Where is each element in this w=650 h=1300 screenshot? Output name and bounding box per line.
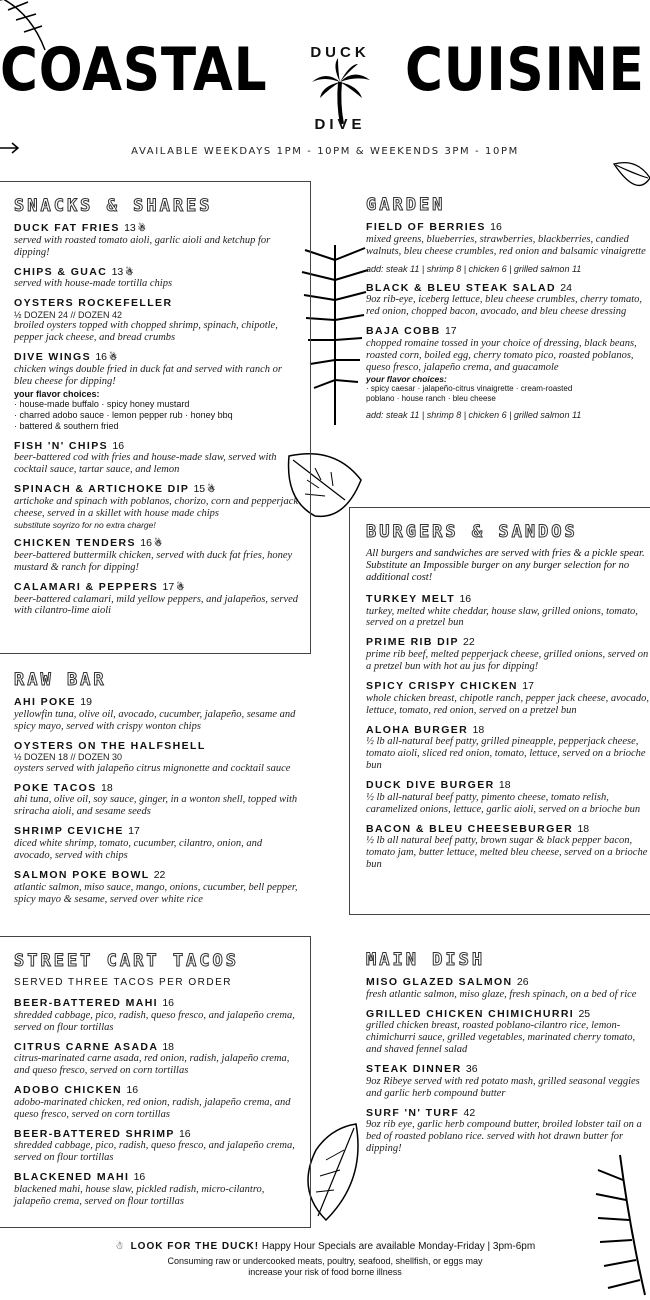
item-price: 18 — [472, 723, 485, 736]
item-name — [14, 1171, 300, 1184]
item-name — [14, 483, 300, 496]
item-price: 17 — [128, 825, 140, 838]
item-name — [14, 537, 300, 550]
flavor-heading: your flavor choices: — [366, 373, 447, 384]
flavor-option: · charred adobo sauce · lemon pepper rub · honey bbq — [14, 410, 233, 421]
item-description: yellowfin tuna, olive oil, avocado, cucumber, jalapeño, sesame and spicy mayo, served with crispy wonton chips — [14, 708, 296, 732]
logo-top-text: DUCK — [310, 44, 370, 61]
snacks-title: SNACKS & SHARES — [14, 196, 213, 216]
item-name — [14, 297, 300, 310]
menu-item — [366, 680, 650, 717]
item-name — [14, 825, 300, 838]
item-title: SPICY CRISPY CHICKEN — [366, 679, 518, 692]
item-title: SHRIMP CEVICHE — [14, 825, 124, 838]
menu-item — [366, 724, 650, 773]
garden-list — [366, 221, 650, 421]
item-name — [366, 976, 650, 989]
item-title: FISH 'N' CHIPS — [14, 439, 109, 452]
item-title: SALMON POKE BOWL — [14, 868, 150, 881]
flavor-option: · battered & southern fried — [14, 421, 119, 432]
item-title: CITRUS CARNE ASADA — [14, 1040, 159, 1053]
snacks-list — [14, 222, 300, 617]
item-description: ahi tuna, olive oil, soy sauce, ginger, in a wonton shell, topped with sriracha aioli, and sesame seeds — [14, 794, 298, 818]
item-description: mixed greens, blueberries, strawberries, blackberries, candied walnuts, bleu cheese crumbles, red onion and balsamic vinaigrette — [366, 233, 646, 257]
raw-bar-section — [0, 670, 310, 912]
menu-item — [14, 266, 300, 291]
tacos-title: STREET CART TACOS — [14, 951, 239, 971]
item-description: whole chicken breast, chipotle ranch, pepper jack cheese, avocado, lettuce, tomato, red onion, served on a pretzel bun — [366, 692, 650, 716]
footer-happy-hour — [0, 1241, 650, 1252]
item-name — [366, 1107, 650, 1120]
footer-happy-hour-text: Happy Hour Specials are available Monday-Friday | 3pm-6pm — [261, 1241, 536, 1252]
menu-item — [366, 593, 650, 630]
item-description: beer-battered cod with fries and house-made slaw, served with cocktail sauce, tartar sauce, and lemon — [14, 452, 277, 476]
item-name — [366, 680, 650, 693]
item-title: AHI POKE — [14, 696, 76, 708]
menu-item — [14, 869, 300, 906]
menu-item — [14, 440, 300, 477]
item-portion-prices: ½ DOZEN 24 // DOZEN 42 — [14, 309, 123, 320]
item-add-ons: add: steak 11 | shrimp 8 | chicken 6 | grilled salmon 11 — [366, 409, 582, 420]
item-price: 22 — [153, 868, 166, 881]
menu-item — [14, 740, 300, 775]
menu-item — [14, 997, 300, 1034]
item-price: 16 — [162, 997, 175, 1009]
item-title: CHICKEN TENDERS — [14, 537, 136, 550]
item-name — [14, 869, 300, 882]
item-description: shredded cabbage, pico, radish, queso fresco, and jalapeño crema, served on flour tortillas — [14, 1140, 295, 1164]
item-title: PRIME RIB DIP — [366, 636, 459, 649]
item-price: 25 — [578, 1007, 591, 1020]
burgers-title: BURGERS & SANDOS — [366, 522, 578, 542]
menu-item — [14, 351, 300, 432]
palm-frond-bottom-right-icon — [590, 1150, 650, 1300]
item-title: OYSTERS ROCKEFELLER — [14, 297, 173, 310]
item-name — [366, 1008, 650, 1021]
item-description: fresh atlantic salmon, miso glaze, fresh spinach, on a bed of rice — [366, 988, 637, 1000]
duck-icon: ☃ — [125, 266, 135, 277]
item-price: 17 — [162, 580, 175, 593]
item-description: chopped romaine tossed in your choice of dressing, black beans, roasted corn, boiled egg, cherry tomato pico, roasted poblanos, queso fresco, jalapeño crema, and guacamole — [366, 337, 637, 373]
menu-item — [366, 823, 650, 872]
item-description: 9oz Ribeye served with red potato mash, grilled seasonal veggies and garlic herb compound butter — [366, 1075, 640, 1099]
item-price: 24 — [560, 281, 572, 294]
menu-item — [14, 782, 300, 819]
item-name — [14, 1128, 300, 1141]
item-description: broiled oysters topped with chopped shrimp, spinach, chipotle, pepper jack cheese, and bread crumbs — [14, 320, 278, 344]
item-title: OYSTERS ON THE HALFSHELL — [14, 739, 206, 752]
snacks-section — [0, 181, 311, 654]
item-title: CALAMARI & PEPPERS — [14, 580, 159, 593]
item-description: prime rib beef, melted pepperjack cheese, grilled onions, served on a pretzel bun with hot au jus for dipping! — [366, 649, 649, 672]
item-name — [14, 1041, 300, 1054]
item-title: ADOBO CHICKEN — [14, 1084, 123, 1097]
item-description: turkey, melted white cheddar, house slaw, grilled onions, tomato, served on a pretzel bun — [366, 605, 638, 629]
burgers-list — [366, 593, 650, 871]
item-title: BEER-BATTERED SHRIMP — [14, 1127, 175, 1140]
item-description: diced white shrimp, tomato, cucumber, cilantro, onion, and avocado, served with chips — [14, 838, 263, 861]
item-price: 15 — [193, 483, 206, 496]
menu-item — [14, 537, 300, 574]
item-price: 17 — [522, 679, 534, 692]
item-title: DUCK FAT FRIES — [14, 222, 120, 234]
item-title: MISO GLAZED SALMON — [366, 976, 513, 988]
item-name — [366, 636, 650, 649]
duck-icon: ☃ — [137, 223, 148, 233]
item-price: 17 — [444, 325, 457, 338]
duck-icon: ☃ — [114, 1241, 124, 1252]
item-price: 16 — [126, 1084, 139, 1097]
item-title: GRILLED CHICKEN CHIMICHURRI — [366, 1007, 575, 1020]
item-price: 16 — [178, 1127, 191, 1140]
item-description: grilled chicken breast, roasted poblano-cilantro rice, lemon-chimichurri sauce, grilled vegetables, marinated cherry tomato, and shaved fennel salad — [366, 1020, 636, 1056]
item-price: 16 — [133, 1171, 146, 1184]
logo-bottom-text: DIVE — [314, 116, 366, 133]
item-title: SPINACH & ARTICHOKE DIP — [14, 483, 190, 496]
item-name — [366, 779, 650, 792]
menu-item — [366, 221, 650, 275]
item-price: 13 — [111, 265, 124, 278]
main-dish-section — [352, 950, 650, 1162]
tacos-section — [0, 936, 311, 1228]
item-description: oysters served with jalapeño citrus mignonette and cocktail sauce — [14, 762, 291, 774]
item-description: 9oz rib eye, garlic herb compound butter, broiled lobster tail on a bed of roasted poblano rice. served with hot drawn butter for dipping! — [366, 1119, 642, 1155]
item-name — [14, 1084, 300, 1097]
item-title: BEER-BATTERED MAHI — [14, 997, 159, 1009]
item-title: BLACKENED MAHI — [14, 1171, 130, 1184]
item-title: BAJA COBB — [366, 325, 441, 338]
menu-item — [366, 1063, 650, 1100]
raw-bar-title: RAW BAR — [14, 670, 107, 690]
item-description: served with house-made tortilla chips — [14, 278, 173, 290]
item-price: 42 — [463, 1106, 476, 1119]
item-description: ½ lb all natural beef patty, brown sugar & black pepper bacon, tomato jam, butter lettuce, melted bleu cheese, served on a brioche bun — [366, 835, 648, 871]
item-title: BLACK & BLEU STEAK SALAD — [366, 281, 556, 294]
item-description: shredded cabbage, pico, radish, queso fresco, and jalapeño crema, served on flour tortillas — [14, 1009, 295, 1033]
footer-warning-line1: Consuming raw or undercooked meats, poultry, seafood, shellfish, or eggs may — [167, 1256, 483, 1266]
burgers-section — [349, 507, 650, 915]
item-description: served with roasted tomato aioli, garlic aioli and ketchup for dipping! — [14, 234, 271, 258]
item-price: 36 — [465, 1063, 478, 1076]
menu-item — [366, 282, 650, 319]
menu-item — [14, 825, 300, 862]
item-price: 22 — [463, 636, 475, 649]
item-name — [14, 997, 300, 1010]
item-title: SURF 'N' TURF — [366, 1106, 460, 1119]
item-name — [14, 222, 300, 235]
title-right: CUISINE — [405, 35, 645, 105]
flavor-option: · house-made buffalo · spicy honey mustard — [14, 398, 190, 409]
item-description: beer-battered buttermilk chicken, served with duck fat fries, honey mustard & ranch for dipping! — [14, 549, 293, 573]
item-title: BACON & BLEU CHEESEBURGER — [366, 822, 574, 835]
item-description: citrus-marinated carne asada, red onion, radish, jalapeño crema, and queso fresco, served on corn tortillas — [14, 1053, 290, 1077]
item-name — [14, 440, 300, 453]
footer-warning-line2: increase your risk of food borne illness — [248, 1267, 402, 1277]
availability-text: AVAILABLE WEEKDAYS 1PM - 10PM & WEEKENDS 3PM - 10PM — [131, 146, 519, 157]
item-title: TURKEY MELT — [366, 592, 456, 605]
item-price: 16 — [490, 221, 502, 233]
item-name — [14, 696, 300, 709]
item-add-ons: add: steak 11 | shrimp 8 | chicken 6 | grilled salmon 11 — [366, 263, 582, 274]
item-price: 18 — [498, 779, 511, 791]
item-name — [14, 351, 300, 364]
main-list — [366, 976, 650, 1155]
flavor-option: · spicy caesar · jalapeño-citrus vinaigrette · cream-roasted — [366, 383, 573, 393]
footer-look-for-duck: LOOK FOR THE DUCK! — [130, 1241, 260, 1252]
item-price: 18 — [162, 1040, 175, 1053]
duck-icon: ☃ — [207, 484, 217, 495]
menu-item — [366, 636, 650, 673]
item-name — [366, 221, 650, 234]
item-description: 9oz rib-eye, iceberg lettuce, bleu cheese crumbles, cherry tomato, red onion, chopped bacon, avocado, and bleu cheese dressing — [366, 294, 643, 318]
duck-icon: ☃ — [176, 581, 186, 592]
tacos-served-note: SERVED THREE TACOS PER ORDER — [14, 977, 232, 988]
item-name — [366, 282, 650, 295]
title-left: COASTAL — [0, 35, 268, 105]
menu-item — [14, 1171, 300, 1208]
item-price: 16 — [459, 592, 472, 605]
menu-item — [366, 1107, 650, 1156]
item-title: POKE TACOS — [14, 781, 97, 794]
duck-icon: ☃ — [109, 352, 119, 363]
menu-item — [14, 1041, 300, 1078]
item-title: FIELD OF BERRIES — [366, 221, 486, 233]
item-description: beer-battered calamari, mild yellow peppers, and jalapeños, served with cilantro-lime aioli — [14, 593, 299, 617]
item-name — [366, 325, 650, 338]
menu-item — [14, 483, 300, 530]
item-price: 18 — [100, 781, 113, 794]
item-description: chicken wings double fried in duck fat and served with ranch or bleu cheese for dipping! — [14, 364, 282, 387]
menu-item — [14, 297, 300, 344]
menu-item — [366, 976, 650, 1001]
item-price: 16 — [95, 351, 108, 364]
item-portion-prices: ½ DOZEN 18 // DOZEN 30 — [14, 752, 123, 763]
item-title: DUCK DIVE BURGER — [366, 779, 495, 791]
raw-list — [14, 696, 300, 905]
item-name — [14, 581, 300, 594]
item-name — [366, 823, 650, 836]
garden-section — [352, 195, 650, 428]
item-name — [366, 724, 650, 737]
item-description: blackened mahi, house slaw, pickled radish, micro-cilantro, jalapeño crema, served on flour tortillas — [14, 1183, 265, 1207]
item-title: DIVE WINGS — [14, 351, 92, 364]
item-description: ½ lb all-natural beef patty, pimento cheese, tomato relish, caramelized onions, lettuce, garlic aioli, served on a brioche bun — [366, 791, 641, 815]
duck-dive-logo — [298, 42, 382, 134]
menu-item — [14, 581, 300, 618]
tacos-list — [14, 997, 300, 1208]
item-price: 13 — [124, 222, 136, 234]
menu-item — [14, 696, 300, 733]
menu-item — [366, 325, 650, 421]
flavor-heading: your flavor choices: — [14, 388, 100, 399]
menu-item — [14, 222, 300, 259]
item-title: ALOHA BURGER — [366, 723, 469, 736]
burgers-intro: All burgers and sandwiches are served with fries & a pickle spear. Substitute an Impossible burger on any burger selection for no additional cost! — [366, 548, 645, 583]
item-name — [14, 782, 300, 795]
item-price: 16 — [112, 439, 125, 452]
item-title: CHIPS & GUAC — [14, 265, 108, 278]
item-note: substitute soyrizo for no extra charge! — [14, 519, 156, 530]
leaf-top-right-icon — [612, 158, 650, 200]
item-description: artichoke and spinach with poblanos, chorizo, corn and pepperjack cheese, served in a skillet with house made chips — [14, 495, 299, 519]
item-name — [366, 593, 650, 606]
menu-item — [366, 1008, 650, 1057]
item-title: STEAK DINNER — [366, 1063, 462, 1076]
menu-item — [14, 1084, 300, 1121]
garden-title: GARDEN — [366, 195, 446, 215]
item-description: atlantic salmon, miso sauce, mango, onions, cucumber, bell pepper, spicy mayo & sesame, served over white rice — [14, 881, 298, 905]
main-dish-title: MAIN DISH — [366, 950, 486, 970]
menu-item — [14, 1128, 300, 1165]
item-name — [14, 740, 300, 753]
flavor-option: poblano · house ranch · bleu cheese — [366, 393, 496, 403]
duck-icon: ☃ — [153, 538, 164, 549]
item-description: ½ lb all-natural beef patty, grilled pineapple, pepperjack cheese, tomato aioli, sliced red onion, tomato, lettuce, served on a brioche bun — [366, 736, 646, 772]
item-description: adobo-marinated chicken, red onion, radish, jalapeño crema, and queso fresco, served on corn tortillas — [14, 1096, 291, 1120]
item-name — [14, 266, 300, 279]
item-price: 26 — [516, 976, 529, 988]
item-name — [366, 1063, 650, 1076]
menu-item — [366, 779, 650, 816]
item-price: 19 — [80, 696, 92, 708]
item-price: 18 — [577, 822, 590, 835]
item-price: 16 — [140, 537, 152, 550]
